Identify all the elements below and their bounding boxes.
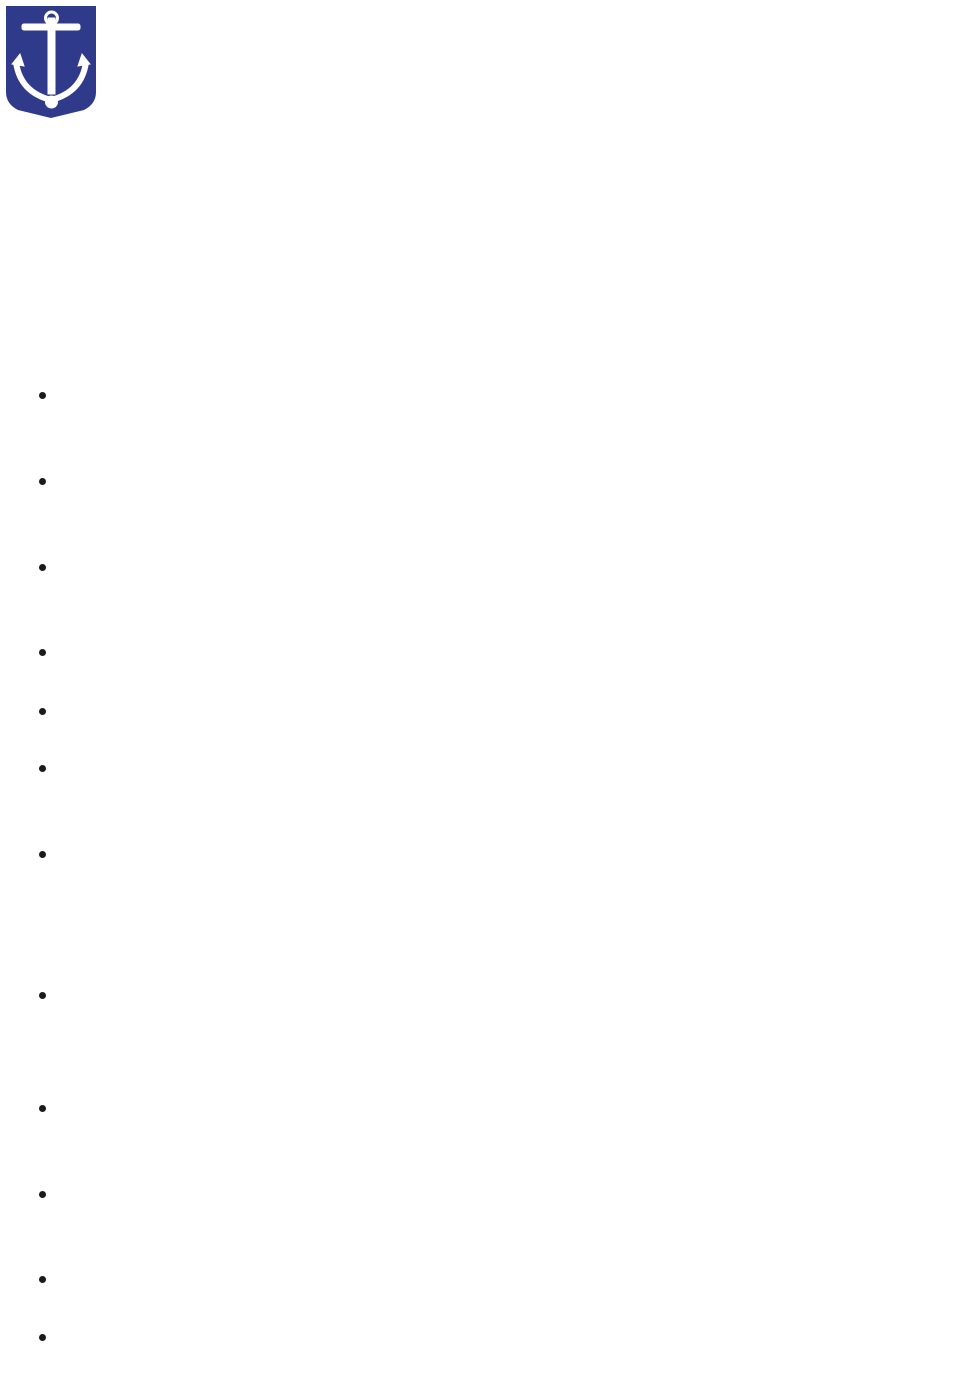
bullet-icon	[39, 1276, 46, 1283]
bullet-icon	[39, 1105, 46, 1112]
municipality-logo	[2, 4, 302, 120]
bullet-icon	[39, 851, 46, 858]
bullet-icon	[39, 649, 46, 656]
bullet-icon	[39, 478, 46, 485]
bullet-icon	[39, 992, 46, 999]
bullet-icon	[39, 564, 46, 571]
bullet-icon	[39, 1334, 46, 1341]
bullet-icon	[39, 765, 46, 772]
document-header	[519, 4, 949, 64]
bullet-icon	[39, 708, 46, 715]
bullet-icon	[39, 1191, 46, 1198]
bullet-icon	[39, 392, 46, 399]
anchor-shield-icon	[2, 4, 302, 120]
